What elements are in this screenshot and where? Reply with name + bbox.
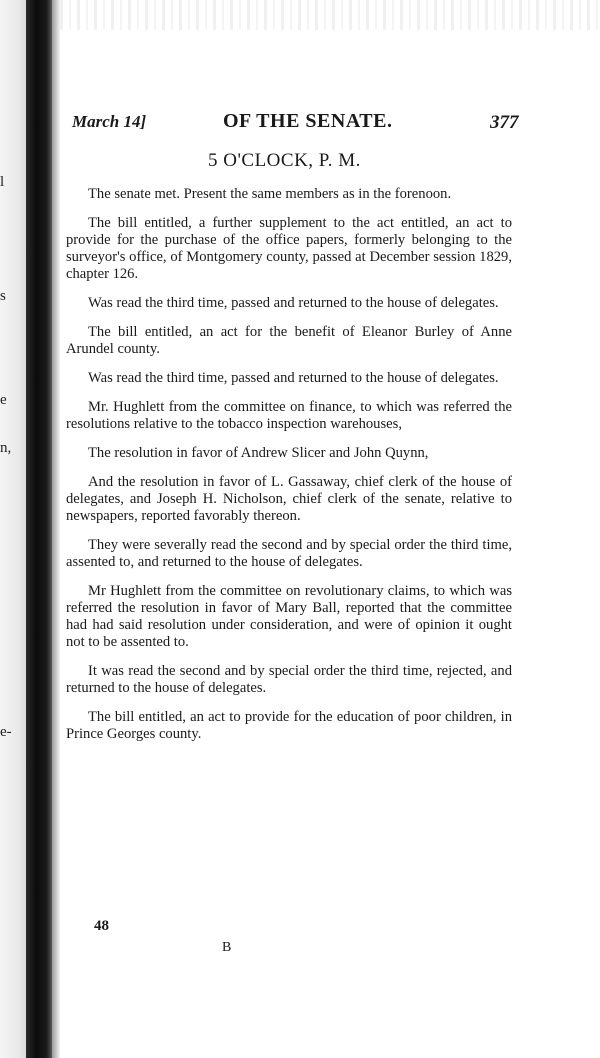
footer-mark: B (222, 940, 232, 955)
paragraph: It was read the second and by special order the third time, rejected, and returned to the house of delegates. (66, 663, 512, 696)
paragraph: Mr. Hughlett from the committee on finance, to which was referred the resolutions relative to the tobacco inspection warehouses, (66, 399, 512, 432)
paragraph: The resolution in favor of Andrew Slicer and John Quynn, (88, 445, 429, 461)
prev-page-fragment: l (0, 174, 5, 190)
page-content (60, 0, 600, 1058)
gutter-shadow (52, 0, 60, 1058)
signature-mark: 48 (94, 918, 109, 934)
session-subheading: 5 O'CLOCK, P. M. (208, 150, 361, 171)
paragraph: Mr Hughlett from the committee on revolutionary claims, to which was referred the resolution in favor of Mary Ball, reported that the committee had had said resolution under consideration, and were of opinion it ought not to be assented to. (66, 583, 512, 650)
book-gutter (26, 0, 52, 1058)
header-title: OF THE SENATE. (223, 110, 393, 132)
paragraph: Was read the third time, passed and returned to the house of delegates. (88, 295, 499, 311)
paragraph: And the resolution in favor of L. Gassaway, chief clerk of the house of delegates, and Joseph H. Nicholson, chief clerk of the senate, relative to newspapers, reported favorably thereon. (66, 474, 512, 524)
paragraph: The bill entitled, an act for the benefit of Eleanor Burley of Anne Arundel county. (66, 324, 512, 357)
prev-page-fragment: n, (0, 440, 12, 456)
paragraph: Was read the third time, passed and returned to the house of delegates. (88, 370, 499, 386)
paragraph: The senate met. Present the same members as in the forenoon. (88, 186, 452, 202)
paragraph: They were severally read the second and by special order the third time, assented to, and returned to the house of delegates. (66, 537, 512, 570)
prev-page-fragment: e- (0, 724, 12, 740)
paragraph: The bill entitled, a further supplement to the act entitled, an act to provide for the purchase of the office papers, formerly belonging to the surveyor's office, of Montgomery county, passed at December session 1829, chapter 126. (66, 215, 512, 282)
paragraph: The bill entitled, an act to provide for the education of poor children, in Prince Georges county. (66, 709, 512, 742)
journal-body (66, 186, 512, 755)
page-number: 377 (490, 112, 519, 133)
previous-page-edge (0, 0, 26, 1058)
prev-page-fragment: e (0, 392, 7, 408)
prev-page-fragment: s (0, 288, 6, 304)
running-header (70, 110, 530, 138)
header-date: March 14] (72, 112, 147, 131)
